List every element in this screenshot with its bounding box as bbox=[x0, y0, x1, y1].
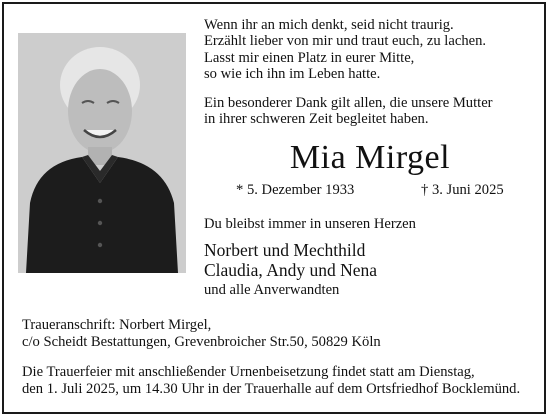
deceased-name: Mia Mirgel bbox=[289, 139, 451, 176]
memorial-line: Du bleibst immer in unseren Herzen bbox=[204, 216, 416, 232]
poem-line: so wie ich ihn im Leben hatte. bbox=[204, 65, 381, 82]
birth-date: * 5. Dezember 1933 bbox=[236, 182, 355, 198]
thanks-line: in ihrer schweren Zeit begleitet haben. bbox=[204, 111, 429, 128]
funeral-info bbox=[22, 364, 520, 398]
poem-line: Erzählt lieber von mir und traut euch, zu lachen. bbox=[204, 33, 487, 50]
mourning-address bbox=[22, 317, 381, 350]
poem-text bbox=[204, 17, 486, 82]
funeral-line: Die Trauerfeier mit anschließender Urnenbeisetzung findet statt am Dienstag, bbox=[22, 364, 475, 380]
funeral-line: den 1. Juli 2025, um 14.30 Uhr in der Trauerhalle auf dem Ortsfriedhof Bocklemünd. bbox=[22, 380, 521, 397]
relatives-line: und alle Anverwandten bbox=[204, 282, 340, 298]
thanks-line: Ein besonderer Dank gilt allen, die unsere Mutter bbox=[204, 95, 493, 111]
poem-line: Lasst mir einen Platz in eurer Mitte, bbox=[204, 49, 415, 66]
portrait-icon bbox=[18, 33, 186, 273]
obituary-notice bbox=[2, 2, 546, 414]
family-line: Claudia, Andy und Nena bbox=[204, 260, 378, 280]
address-line: c/o Scheidt Bestattungen, Grevenbroicher Str.50, 50829 Köln bbox=[22, 333, 381, 350]
family-line: Norbert und Mechthild bbox=[204, 240, 366, 260]
portrait-photo bbox=[18, 33, 186, 273]
death-date: † 3. Juni 2025 bbox=[421, 182, 504, 198]
thanks-text bbox=[204, 95, 493, 128]
poem-line: Wenn ihr an mich denkt, seid nicht traurig. bbox=[204, 17, 454, 33]
address-line: Traueranschrift: Norbert Mirgel, bbox=[22, 317, 212, 333]
